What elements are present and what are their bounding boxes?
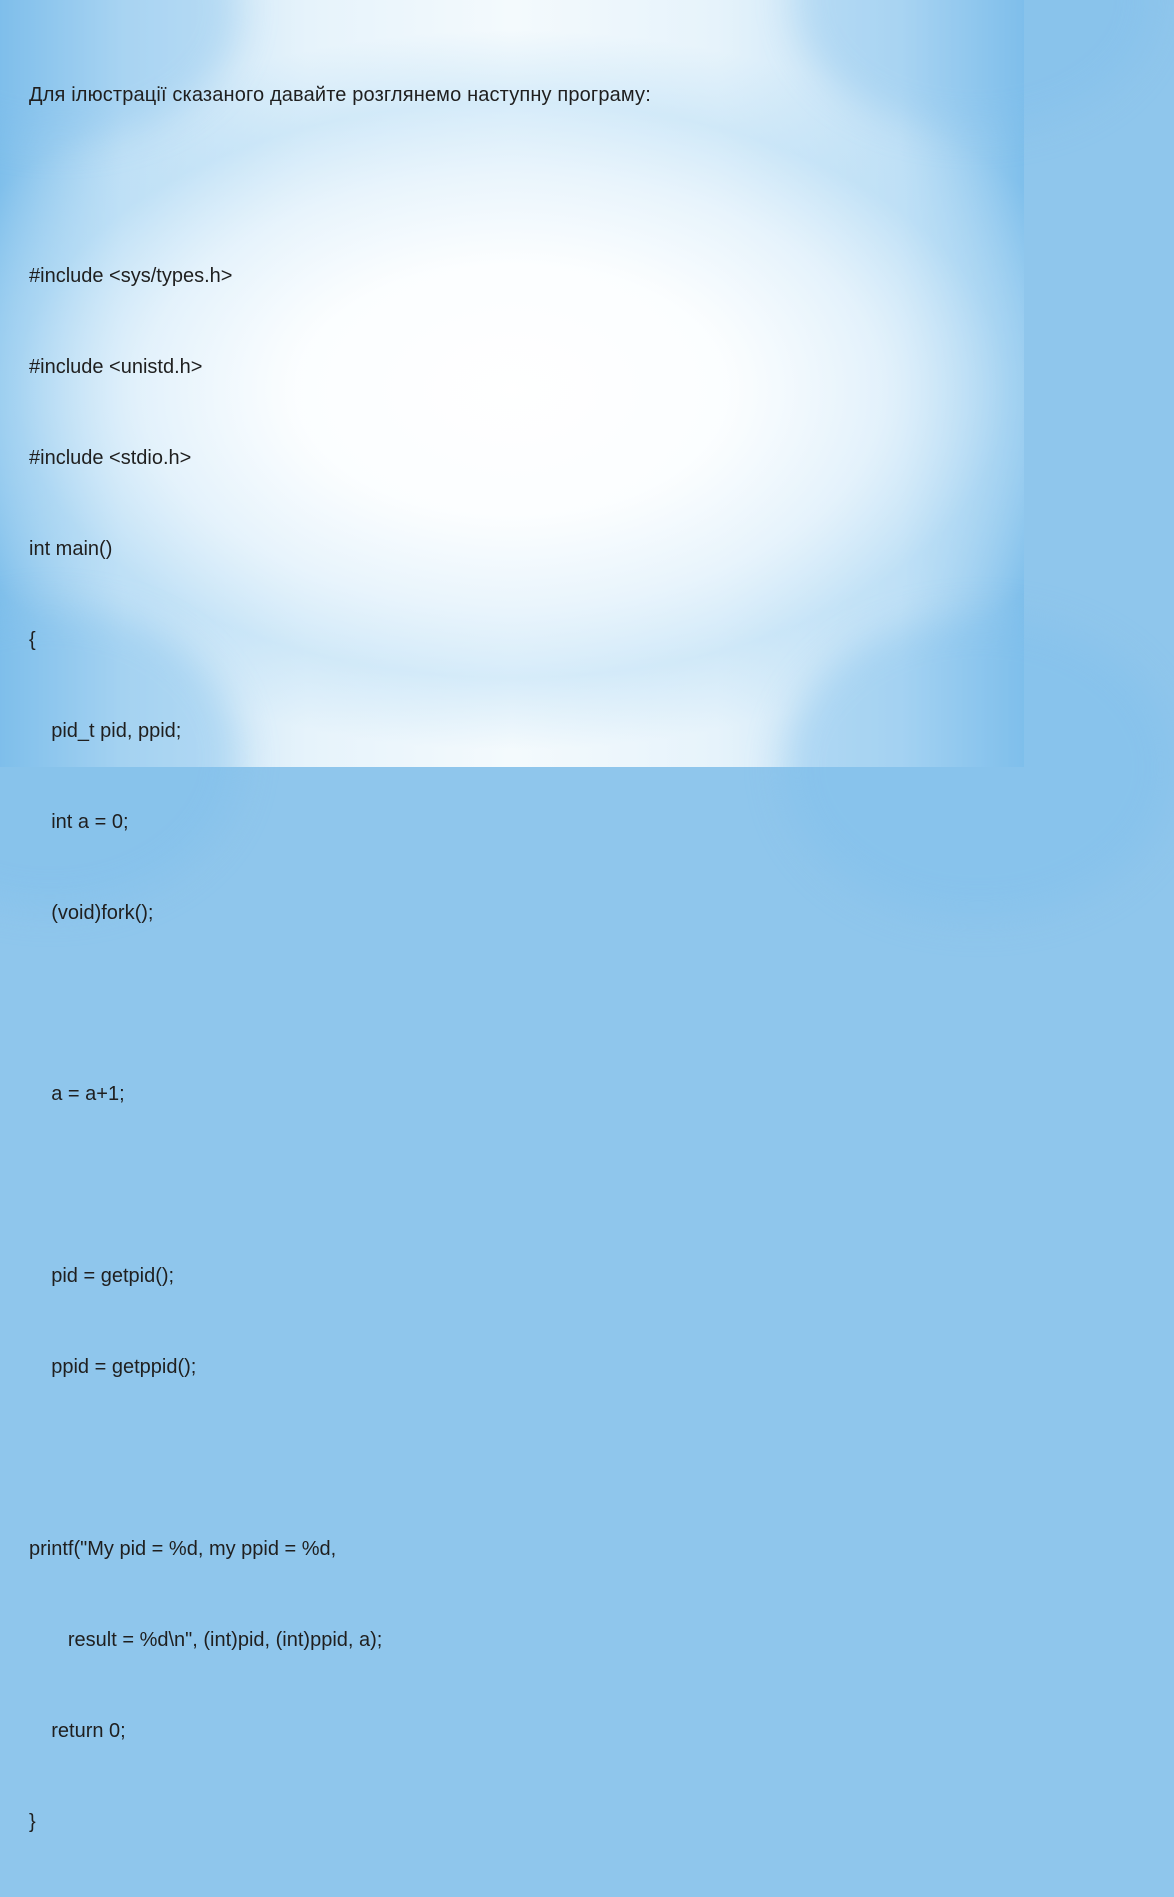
code-line-blank-4 (29, 1443, 989, 1473)
code-line-printf-args: result = %d\n", (int)pid, (int)ppid, a); (29, 1628, 383, 1651)
code-line-main-signature: int main() (29, 538, 113, 561)
code-line-close-brace: } (29, 1810, 36, 1833)
code-line-blank-2 (29, 989, 989, 1019)
code-line-blank-1 (29, 170, 989, 200)
code-line-include-stdio: #include <stdio.h> (29, 447, 192, 470)
code-line-int-a: int a = 0; (29, 810, 129, 833)
code-line-getpid: pid = getpid(); (29, 1265, 175, 1288)
slide-content (29, 19, 989, 1897)
code-line-include-sys-types: #include <sys/types.h> (29, 265, 233, 288)
code-line-return: return 0; (29, 1719, 126, 1742)
code-line-include-unistd: #include <unistd.h> (29, 356, 203, 379)
code-line-fork-call: (void)fork(); (29, 901, 154, 924)
code-line-blank-3 (29, 1170, 989, 1200)
code-line-printf-start: printf("My pid = %d, my ppid = %d, (29, 1537, 337, 1560)
code-line-increment-a: a = a+1; (29, 1083, 125, 1106)
code-line-getppid: ppid = getppid(); (29, 1356, 197, 1379)
code-line-pid-declaration: pid_t pid, ppid; (29, 719, 182, 742)
intro-text: Для ілюстрації сказаного давайте розглянемо наступну програму: (29, 83, 651, 106)
code-line-open-brace: { (29, 628, 36, 651)
